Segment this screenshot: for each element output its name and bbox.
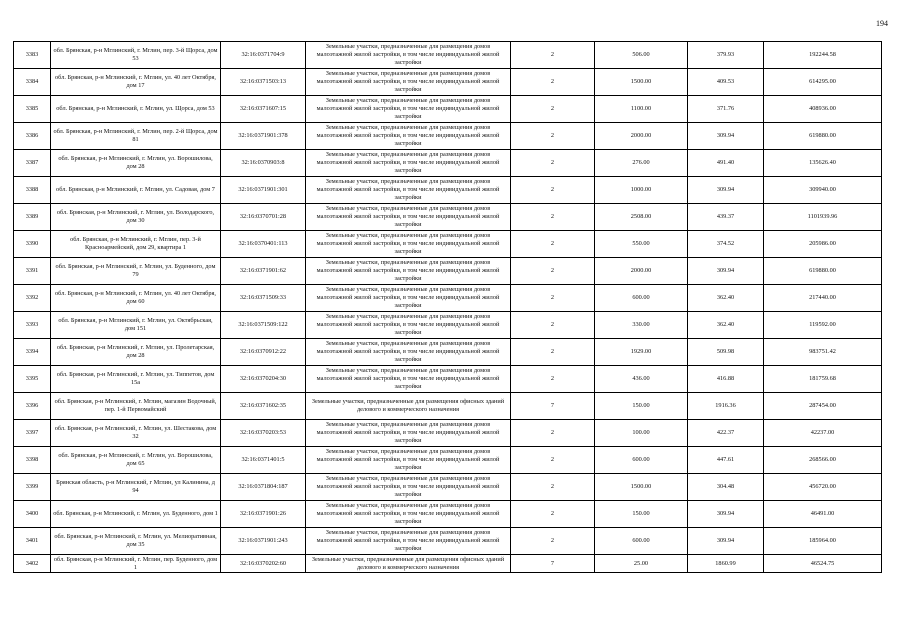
specific-value-cell: 416.88: [688, 366, 764, 393]
land-use-cell: Земельные участки, предназначенные для размещения домов малоэтажной жилой застройки, в том числе индивидуальной жилой застройки: [306, 366, 511, 393]
address-cell: обл. Брянская, р-н Мглинский, г. Мглин, ул. Буденного, дом 79: [51, 258, 221, 285]
specific-value-cell: 422.37: [688, 420, 764, 447]
row-number: 3400: [14, 501, 51, 528]
row-number: 3392: [14, 285, 51, 312]
group-cell: 2: [511, 447, 595, 474]
address-cell: обл. Брянская, р-н Мглинский, г. Мглин, пер. 3-й Красноармейский, дом 29, квартира 1: [51, 231, 221, 258]
cadastral-number-cell: 32:16:0371509:33: [221, 285, 306, 312]
row-number: 3402: [14, 555, 51, 573]
group-cell: 2: [511, 258, 595, 285]
cadastral-value-cell: 619880.00: [764, 258, 882, 285]
cadastral-number-cell: 32:16:0370701:28: [221, 204, 306, 231]
row-number: 3388: [14, 177, 51, 204]
group-cell: 2: [511, 42, 595, 69]
land-use-cell: Земельные участки, предназначенные для размещения офисных зданий делового и коммерческого назначения: [306, 555, 511, 573]
row-number: 3391: [14, 258, 51, 285]
row-number: 3383: [14, 42, 51, 69]
table-row: [14, 393, 882, 420]
table-row: [14, 366, 882, 393]
address-cell: обл. Брянская, р-н Мглинский, г. Мглин, ул. Щорса, дом 53: [51, 96, 221, 123]
address-cell: обл. Брянская, р-н Мглинский, г. Мглин, ул. Садовая, дом 7: [51, 177, 221, 204]
table-row: [14, 69, 882, 96]
group-cell: 2: [511, 204, 595, 231]
table-row: [14, 123, 882, 150]
address-cell: обл. Брянская, р-н Мглинский, г. Мглин, ул. Типпетов, дом 15а: [51, 366, 221, 393]
address-cell: обл. Брянская, р-н Мглинский, г. Мглин, ул. Октябрьская, дом 151: [51, 312, 221, 339]
land-use-cell: Земельные участки, предназначенные для размещения домов малоэтажной жилой застройки, в том числе индивидуальной жилой застройки: [306, 42, 511, 69]
group-cell: 2: [511, 150, 595, 177]
table-row: [14, 231, 882, 258]
area-cell: 506.00: [595, 42, 688, 69]
specific-value-cell: 304.48: [688, 474, 764, 501]
specific-value-cell: 309.94: [688, 258, 764, 285]
area-cell: 2000.00: [595, 123, 688, 150]
cadastral-value-cell: 614295.00: [764, 69, 882, 96]
group-cell: 7: [511, 555, 595, 573]
row-number: 3399: [14, 474, 51, 501]
row-number: 3396: [14, 393, 51, 420]
address-cell: обл. Брянская, р-н Мглинский, г. Мглин, ул. 40 лет Октября, дом 17: [51, 69, 221, 96]
land-use-cell: Земельные участки, предназначенные для размещения домов малоэтажной жилой застройки, в том числе индивидуальной жилой застройки: [306, 123, 511, 150]
table-row: [14, 285, 882, 312]
cadastral-number-cell: 32:16:0371503:13: [221, 69, 306, 96]
table-row: [14, 96, 882, 123]
area-cell: 100.00: [595, 420, 688, 447]
land-use-cell: Земельные участки, предназначенные для размещения домов малоэтажной жилой застройки, в том числе индивидуальной жилой застройки: [306, 447, 511, 474]
land-use-cell: Земельные участки, предназначенные для размещения домов малоэтажной жилой застройки, в том числе индивидуальной жилой застройки: [306, 528, 511, 555]
area-cell: 330.00: [595, 312, 688, 339]
area-cell: 2000.00: [595, 258, 688, 285]
area-cell: 600.00: [595, 447, 688, 474]
address-cell: обл. Брянская, р-н Мглинский, г. Мглин, ул. Ворошилова, дом 65: [51, 447, 221, 474]
group-cell: 2: [511, 474, 595, 501]
cadastral-number-cell: 32:16:0370202:60: [221, 555, 306, 573]
cadastral-value-cell: 619880.00: [764, 123, 882, 150]
cadastral-number-cell: 32:16:0371901:378: [221, 123, 306, 150]
specific-value-cell: 362.40: [688, 312, 764, 339]
row-number: 3393: [14, 312, 51, 339]
address-cell: Брянская область, р-н Мглинский, г Мглин, ул Калинина, д 94: [51, 474, 221, 501]
specific-value-cell: 371.76: [688, 96, 764, 123]
specific-value-cell: 409.53: [688, 69, 764, 96]
specific-value-cell: 374.52: [688, 231, 764, 258]
area-cell: 25.00: [595, 555, 688, 573]
cadastral-value-cell: 1101939.96: [764, 204, 882, 231]
land-use-cell: Земельные участки, предназначенные для размещения домов малоэтажной жилой застройки, в том числе индивидуальной жилой застройки: [306, 69, 511, 96]
group-cell: 2: [511, 420, 595, 447]
area-cell: 1500.00: [595, 474, 688, 501]
cadastral-number-cell: 32:16:0370401:113: [221, 231, 306, 258]
cadastral-number-cell: 32:16:0370204:30: [221, 366, 306, 393]
specific-value-cell: 379.93: [688, 42, 764, 69]
page-number: 194: [876, 19, 888, 28]
group-cell: 2: [511, 96, 595, 123]
table-row: [14, 42, 882, 69]
land-use-cell: Земельные участки, предназначенные для размещения домов малоэтажной жилой застройки, в том числе индивидуальной жилой застройки: [306, 420, 511, 447]
area-cell: 436.00: [595, 366, 688, 393]
land-use-cell: Земельные участки, предназначенные для размещения домов малоэтажной жилой застройки, в том числе индивидуальной жилой застройки: [306, 204, 511, 231]
cadastral-value-cell: 983751.42: [764, 339, 882, 366]
cadastral-number-cell: 32:16:0371901:26: [221, 501, 306, 528]
cadastral-value-cell: 456720.00: [764, 474, 882, 501]
table-row: [14, 474, 882, 501]
address-cell: обл. Брянская, р-н Мглинский, г. Мглин, пер. 3-й Щорса, дом 53: [51, 42, 221, 69]
group-cell: 2: [511, 528, 595, 555]
land-use-cell: Земельные участки, предназначенные для размещения домов малоэтажной жилой застройки, в том числе индивидуальной жилой застройки: [306, 312, 511, 339]
area-cell: 550.00: [595, 231, 688, 258]
area-cell: 2508.00: [595, 204, 688, 231]
row-number: 3385: [14, 96, 51, 123]
cadastral-value-cell: 185964.00: [764, 528, 882, 555]
row-number: 3389: [14, 204, 51, 231]
address-cell: обл. Брянская, р-н Мглинский, г. Мглин, ул. Володарского, дом 30: [51, 204, 221, 231]
group-cell: 7: [511, 393, 595, 420]
cadastral-value-cell: 192244.58: [764, 42, 882, 69]
land-use-cell: Земельные участки, предназначенные для размещения офисных зданий делового и коммерческого назначения: [306, 393, 511, 420]
address-cell: обл. Брянская, р-н Мглинский, г. Мглин, ул. Шестакова, дом 32: [51, 420, 221, 447]
cadastral-number-cell: 32:16:0370903:8: [221, 150, 306, 177]
area-cell: 600.00: [595, 285, 688, 312]
land-use-cell: Земельные участки, предназначенные для размещения домов малоэтажной жилой застройки, в том числе индивидуальной жилой застройки: [306, 150, 511, 177]
specific-value-cell: 491.40: [688, 150, 764, 177]
cadastral-value-cell: 268566.00: [764, 447, 882, 474]
cadastral-value-cell: 217440.00: [764, 285, 882, 312]
address-cell: обл. Брянская, р-н Мглинский, г. Мглин, ул. Мелиоративная, дом 35: [51, 528, 221, 555]
cadastral-value-cell: 46491.00: [764, 501, 882, 528]
specific-value-cell: 362.40: [688, 285, 764, 312]
address-cell: обл. Брянская, р-н Мглинский, г. Мглин, ул. Ворошилова, дом 28: [51, 150, 221, 177]
group-cell: 2: [511, 69, 595, 96]
address-cell: обл. Брянская, р-н Мглинский, г. Мглин, пер. 2-й Щорса, дом 81: [51, 123, 221, 150]
group-cell: 2: [511, 231, 595, 258]
address-cell: обл. Брянская, р-н Мглинский, г. Мглин, ул. 40 лет Октября, дом 60: [51, 285, 221, 312]
group-cell: 2: [511, 285, 595, 312]
table-row: [14, 150, 882, 177]
address-cell: обл. Брянская, р-н Мглинский, г. Мглин, ул. Пролетарская, дом 28: [51, 339, 221, 366]
table-row: [14, 339, 882, 366]
area-cell: 1000.00: [595, 177, 688, 204]
specific-value-cell: 447.61: [688, 447, 764, 474]
row-number: 3395: [14, 366, 51, 393]
land-use-cell: Земельные участки, предназначенные для размещения домов малоэтажной жилой застройки, в том числе индивидуальной жилой застройки: [306, 474, 511, 501]
row-number: 3397: [14, 420, 51, 447]
specific-value-cell: 1916.36: [688, 393, 764, 420]
area-cell: 1500.00: [595, 69, 688, 96]
cadastral-value-cell: 119592.00: [764, 312, 882, 339]
cadastral-value-cell: 309940.00: [764, 177, 882, 204]
cadastral-number-cell: 32:16:0370912:22: [221, 339, 306, 366]
group-cell: 2: [511, 312, 595, 339]
row-number: 3386: [14, 123, 51, 150]
cadastral-number-cell: 32:16:0371602:35: [221, 393, 306, 420]
area-cell: 1929.00: [595, 339, 688, 366]
row-number: 3401: [14, 528, 51, 555]
land-use-cell: Земельные участки, предназначенные для размещения домов малоэтажной жилой застройки, в том числе индивидуальной жилой застройки: [306, 501, 511, 528]
row-number: 3384: [14, 69, 51, 96]
specific-value-cell: 309.94: [688, 528, 764, 555]
group-cell: 2: [511, 366, 595, 393]
table-row: [14, 177, 882, 204]
cadastral-number-cell: 32:16:0371509:122: [221, 312, 306, 339]
land-use-cell: Земельные участки, предназначенные для размещения домов малоэтажной жилой застройки, в том числе индивидуальной жилой застройки: [306, 231, 511, 258]
table-row: [14, 312, 882, 339]
table-row: [14, 204, 882, 231]
cadastral-number-cell: 32:16:0371607:15: [221, 96, 306, 123]
land-use-cell: Земельные участки, предназначенные для размещения домов малоэтажной жилой застройки, в том числе индивидуальной жилой застройки: [306, 285, 511, 312]
group-cell: 2: [511, 177, 595, 204]
table-row: [14, 447, 882, 474]
row-number: 3387: [14, 150, 51, 177]
cadastral-value-cell: 181759.68: [764, 366, 882, 393]
area-cell: 150.00: [595, 393, 688, 420]
cadastral-value-cell: 46524.75: [764, 555, 882, 573]
area-cell: 600.00: [595, 528, 688, 555]
cadastral-number-cell: 32:16:0371901:301: [221, 177, 306, 204]
specific-value-cell: 309.94: [688, 501, 764, 528]
row-number: 3398: [14, 447, 51, 474]
cadastral-number-cell: 32:16:0370203:53: [221, 420, 306, 447]
cadastral-number-cell: 32:16:0371704:9: [221, 42, 306, 69]
cadastral-number-cell: 32:16:0371804:187: [221, 474, 306, 501]
cadastral-value-table: [13, 41, 882, 573]
specific-value-cell: 439.37: [688, 204, 764, 231]
table-row: [14, 528, 882, 555]
address-cell: обл. Брянская, р-н Мглинский, г. Мглин, пер. Буденного, дом 1: [51, 555, 221, 573]
specific-value-cell: 509.98: [688, 339, 764, 366]
cadastral-number-cell: 32:16:0371901:243: [221, 528, 306, 555]
land-use-cell: Земельные участки, предназначенные для размещения домов малоэтажной жилой застройки, в том числе индивидуальной жилой застройки: [306, 258, 511, 285]
specific-value-cell: 309.94: [688, 177, 764, 204]
specific-value-cell: 309.94: [688, 123, 764, 150]
group-cell: 2: [511, 501, 595, 528]
address-cell: обл. Брянская, р-н Мглинский, г. Мглин, магазин Водочный, пер. 1-й Первомайский: [51, 393, 221, 420]
group-cell: 2: [511, 339, 595, 366]
row-number: 3394: [14, 339, 51, 366]
land-use-cell: Земельные участки, предназначенные для размещения домов малоэтажной жилой застройки, в том числе индивидуальной жилой застройки: [306, 339, 511, 366]
table-row: [14, 555, 882, 573]
table-body: [14, 42, 882, 573]
cadastral-number-cell: 32:16:0371901:62: [221, 258, 306, 285]
specific-value-cell: 1860.99: [688, 555, 764, 573]
land-use-cell: Земельные участки, предназначенные для размещения домов малоэтажной жилой застройки, в том числе индивидуальной жилой застройки: [306, 177, 511, 204]
area-cell: 1100.00: [595, 96, 688, 123]
table-row: [14, 258, 882, 285]
cadastral-value-cell: 408936.00: [764, 96, 882, 123]
cadastral-number-cell: 32:16:0371401:5: [221, 447, 306, 474]
group-cell: 2: [511, 123, 595, 150]
land-use-cell: Земельные участки, предназначенные для размещения домов малоэтажной жилой застройки, в том числе индивидуальной жилой застройки: [306, 96, 511, 123]
cadastral-value-cell: 42237.00: [764, 420, 882, 447]
area-cell: 150.00: [595, 501, 688, 528]
cadastral-value-cell: 287454.00: [764, 393, 882, 420]
cadastral-value-cell: 135626.40: [764, 150, 882, 177]
row-number: 3390: [14, 231, 51, 258]
area-cell: 276.00: [595, 150, 688, 177]
address-cell: обл. Брянская, р-н Мглинский, г. Мглин, ул. Буденного, дом 1: [51, 501, 221, 528]
table-row: [14, 501, 882, 528]
cadastral-value-cell: 205986.00: [764, 231, 882, 258]
table-row: [14, 420, 882, 447]
